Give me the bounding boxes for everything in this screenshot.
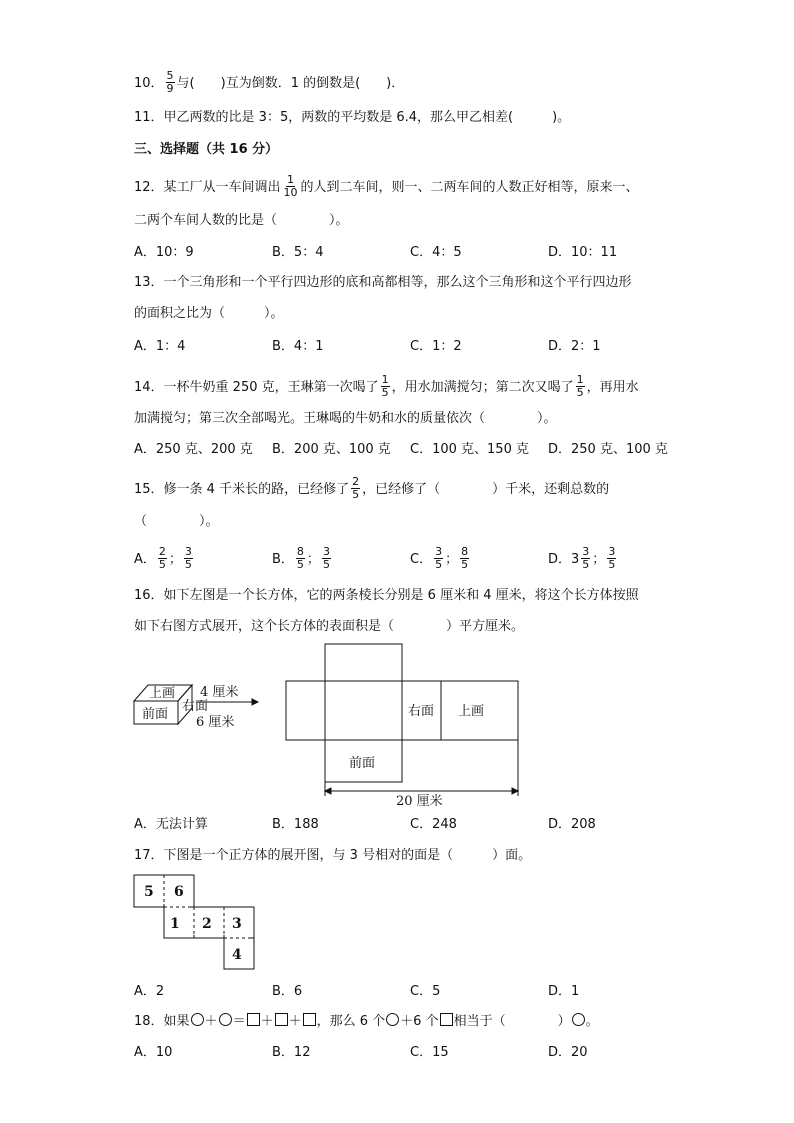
cuboid-right-label: 右面	[182, 699, 209, 714]
option-b[interactable]: B．4：1	[272, 339, 324, 354]
option-a[interactable]: A．1：4	[134, 339, 186, 354]
fraction: $\frac{2}{5}$	[158, 545, 166, 571]
question-16: 16．如下左图是一个长方体，它的两条棱长分别是 6 厘米和 4 厘米，将这个长方体按照	[134, 588, 639, 603]
fraction: $\frac{5}{9}$	[166, 69, 174, 95]
fraction: $\frac{3}{5}$	[608, 545, 616, 571]
question-15: 15．修一条 4 千米长的路，已经修了 $\frac{2}{5}$ ，已经修了（ ）千米，还剩总数的	[134, 475, 610, 501]
option-d[interactable]: D．1	[548, 984, 580, 999]
option-c[interactable]: C．4：5	[410, 245, 462, 260]
fraction: $\frac{1}{5}$	[381, 373, 389, 399]
question-14: 14．一杯牛奶重 250 克，王琳第一次喝了 $\frac{1}{5}$ ，用水加满搅匀；第二次又喝了 $\frac{1}{5}$ ，再用水	[134, 373, 639, 399]
circle-icon	[219, 1013, 232, 1026]
dimension-arrow-right	[512, 788, 518, 794]
fraction: $\frac{3}{5}$	[322, 545, 330, 571]
arrow-head	[252, 699, 258, 705]
square-icon	[303, 1013, 316, 1026]
cell-1-label: 1	[170, 916, 180, 932]
question-17: 17．下图是一个正方体的展开图，与 3 号相对的面是（ ）面。	[134, 848, 532, 863]
net-front-label: 前面	[349, 756, 376, 771]
option-c[interactable]: C．1：2	[410, 339, 462, 354]
option-a[interactable]: A．2	[134, 984, 165, 999]
option-b[interactable]: B．12	[272, 1045, 311, 1060]
option-b[interactable]: B．188	[272, 817, 319, 832]
cuboid-figure	[126, 640, 546, 810]
net-right-label: 右面	[408, 704, 435, 719]
fraction: $\frac{3}{5}$	[582, 545, 590, 571]
net-top-label: 上画	[458, 704, 485, 719]
fraction: $\frac{1}{10}$	[283, 173, 298, 199]
circle-icon	[191, 1013, 204, 1026]
question-18: 18．如果 ＋ ＝ ＋ ＋ ，那么 6 个 ＋6 个 相当于（ ） 。	[134, 1014, 599, 1029]
section-title: 三、选择题（共 16 分）	[134, 142, 279, 157]
option-d[interactable]: D．20	[548, 1045, 588, 1060]
cell-6-label: 6	[174, 884, 184, 900]
option-a[interactable]: A．10：9	[134, 245, 194, 260]
square-icon	[275, 1013, 288, 1026]
question-11: 11．甲乙两数的比是 3：5，两数的平均数是 6.4，那么甲乙相差( )。	[134, 110, 571, 125]
option-b[interactable]: B． $\frac{8}{5}$ ； $\frac{3}{5}$	[272, 545, 330, 571]
question-16-line2: 如下右图方式展开，这个长方体的表面积是（ ）平方厘米。	[134, 619, 525, 634]
net-top-square	[325, 644, 402, 681]
fraction: $\frac{8}{5}$	[296, 545, 304, 571]
fraction: $\frac{3}{5}$	[184, 545, 192, 571]
option-c[interactable]: C．5	[410, 984, 441, 999]
option-c[interactable]: C．15	[410, 1045, 449, 1060]
length-4-label: 4 厘米	[200, 685, 239, 700]
question-14-line2: 加满搅匀；第三次全部喝光。王琳喝的牛奶和水的质量依次（ ）。	[134, 411, 557, 426]
question-13-line2: 的面积之比为（ ）。	[134, 306, 284, 321]
option-a[interactable]: A．10	[134, 1045, 173, 1060]
option-a[interactable]: A．无法计算	[134, 817, 208, 832]
cell-5-label: 5	[144, 884, 154, 900]
square-icon	[247, 1013, 260, 1026]
option-d[interactable]: D．2：1	[548, 339, 601, 354]
option-c[interactable]: C．100 克、150 克	[410, 442, 529, 457]
question-15-line2: （ ）。	[134, 514, 219, 529]
cell-2-label: 2	[202, 916, 212, 932]
cell-3-label: 3	[232, 916, 242, 932]
question-13: 13．一个三角形和一个平行四边形的底和高都相等，那么这个三角形和这个平行四边形	[134, 275, 632, 290]
option-c[interactable]: C．248	[410, 817, 457, 832]
circle-icon	[572, 1013, 585, 1026]
option-b[interactable]: B．5：4	[272, 245, 324, 260]
fraction: $\frac{1}{5}$	[576, 373, 584, 399]
cuboid-front-label: 前面	[142, 707, 169, 722]
dimension-arrow-left	[325, 788, 331, 794]
question-10: 10． $\frac{5}{9}$ 与( )互为倒数．1 的倒数是( )．	[134, 69, 405, 95]
fraction: $\frac{3}{5}$	[435, 545, 443, 571]
option-d[interactable]: D．250 克、100 克	[548, 442, 668, 457]
option-a[interactable]: A． $\frac{2}{5}$ ； $\frac{3}{5}$	[134, 545, 192, 571]
option-c[interactable]: C． $\frac{3}{5}$ ； $\frac{8}{5}$	[410, 545, 469, 571]
square-icon	[440, 1013, 453, 1026]
net-width-label: 20 厘米	[396, 794, 443, 809]
option-a[interactable]: A．250 克、200 克	[134, 442, 253, 457]
fraction: $\frac{2}{5}$	[352, 475, 360, 501]
question-12-line2: 二两个车间人数的比是（ ）。	[134, 213, 349, 228]
option-d[interactable]: D．3 $\frac{3}{5}$ ； $\frac{3}{5}$	[548, 545, 616, 571]
option-d[interactable]: D．10：11	[548, 245, 618, 260]
cube-net-figure	[130, 872, 260, 972]
length-6-label: 6 厘米	[196, 715, 235, 730]
option-b[interactable]: B．200 克、100 克	[272, 442, 391, 457]
question-12: 12．某工厂从一车间调出 $\frac{1}{10}$ 的人到二车间，则一、二两车间的人数正好相等，原来一、	[134, 173, 639, 199]
fraction: $\frac{8}{5}$	[461, 545, 469, 571]
option-b[interactable]: B．6	[272, 984, 303, 999]
circle-icon	[386, 1013, 399, 1026]
cuboid-top-label: 上画	[149, 686, 176, 701]
cell-4-label: 4	[232, 947, 242, 963]
option-d[interactable]: D．208	[548, 817, 596, 832]
